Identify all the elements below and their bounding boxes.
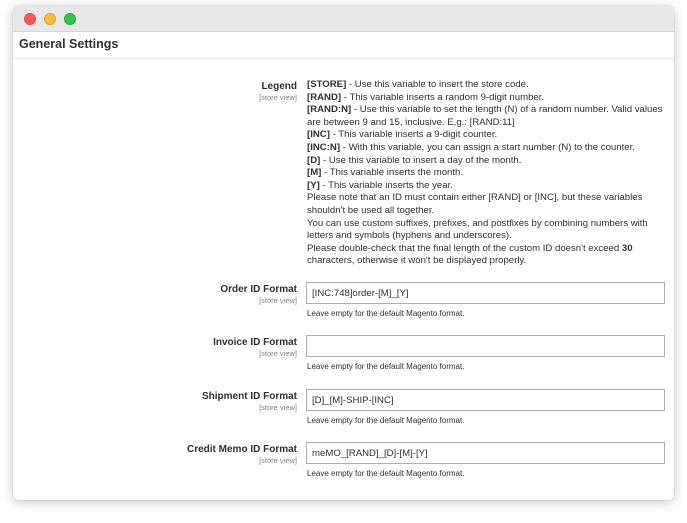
section-divider — [13, 58, 674, 59]
shipment-id-format-input[interactable] — [306, 389, 665, 411]
legend-line: [INC] - This variable inserts a 9-digit counter. — [307, 129, 498, 141]
legend-note: Please note that an ID must contain either [RAND] or [INC], but these variables shouldn't be used all together. — [307, 192, 643, 216]
legend-note: You can use custom suffixes, prefixes, and postfixes by combining numbers with letters and symbols (hyphens and underscores). — [307, 217, 648, 242]
order-id-format-input[interactable] — [306, 282, 665, 304]
legend-text — [307, 79, 669, 268]
shipment-id-label-group — [202, 391, 297, 413]
legend-label-group — [259, 81, 297, 103]
legend-scope: [store view] — [259, 93, 297, 102]
title-bar — [13, 6, 674, 32]
legend-label: Legend — [261, 81, 297, 92]
legend-line: [STORE] - Use this variable to insert the store code. — [307, 79, 529, 90]
legend-note: Please double-check that the final length of the custom ID doesn't exceed 30 characters, otherwise it won't be displayed properly. — [307, 242, 633, 267]
shipment-id-scope: [store view] — [259, 403, 297, 412]
legend-line: [RAND] - This variable inserts a random 9-digit number. — [307, 91, 545, 103]
order-id-label: Order ID Format — [220, 284, 297, 295]
legend-line: [D] - Use this variable to insert a day of the month. — [307, 154, 522, 166]
section-title[interactable]: General Settings — [19, 37, 119, 51]
invoice-id-note: Leave empty for the default Magento format. — [307, 362, 465, 371]
credit-memo-id-scope: [store view] — [259, 456, 297, 465]
legend-line: [INC:N] - With this variable, you can assign a start number (N) to the counter. — [307, 141, 635, 153]
legend-line: [RAND:N] - Use this variable to set the length (N) of a random number. Valid values are between 9 and 15, inclusive. E.g.: [RAND:11] — [307, 104, 663, 128]
credit-memo-id-format-input[interactable] — [306, 442, 665, 464]
credit-memo-id-label: Credit Memo ID Format — [186, 444, 297, 455]
maximize-window-button[interactable] — [64, 13, 76, 25]
invoice-id-label-group — [213, 337, 297, 359]
shipment-id-note: Leave empty for the default Magento format. — [307, 416, 465, 425]
credit-memo-id-note: Leave empty for the default Magento format. — [307, 469, 465, 478]
shipment-id-label: Shipment ID Format — [201, 391, 297, 402]
invoice-id-label: Invoice ID Format — [213, 337, 297, 348]
order-id-scope: [store view] — [259, 296, 297, 305]
credit-memo-id-label-group — [187, 444, 297, 466]
minimize-window-button[interactable] — [44, 13, 56, 25]
invoice-id-format-input[interactable] — [306, 335, 665, 357]
invoice-id-scope: [store view] — [259, 349, 297, 358]
legend-line: [M] - This variable inserts the month. — [307, 167, 464, 179]
order-id-label-group — [220, 284, 297, 306]
close-window-button[interactable] — [24, 13, 36, 25]
legend-line: [Y] - This variable inserts the year. — [307, 179, 453, 191]
app-window — [13, 6, 674, 500]
order-id-note: Leave empty for the default Magento format. — [307, 309, 465, 318]
